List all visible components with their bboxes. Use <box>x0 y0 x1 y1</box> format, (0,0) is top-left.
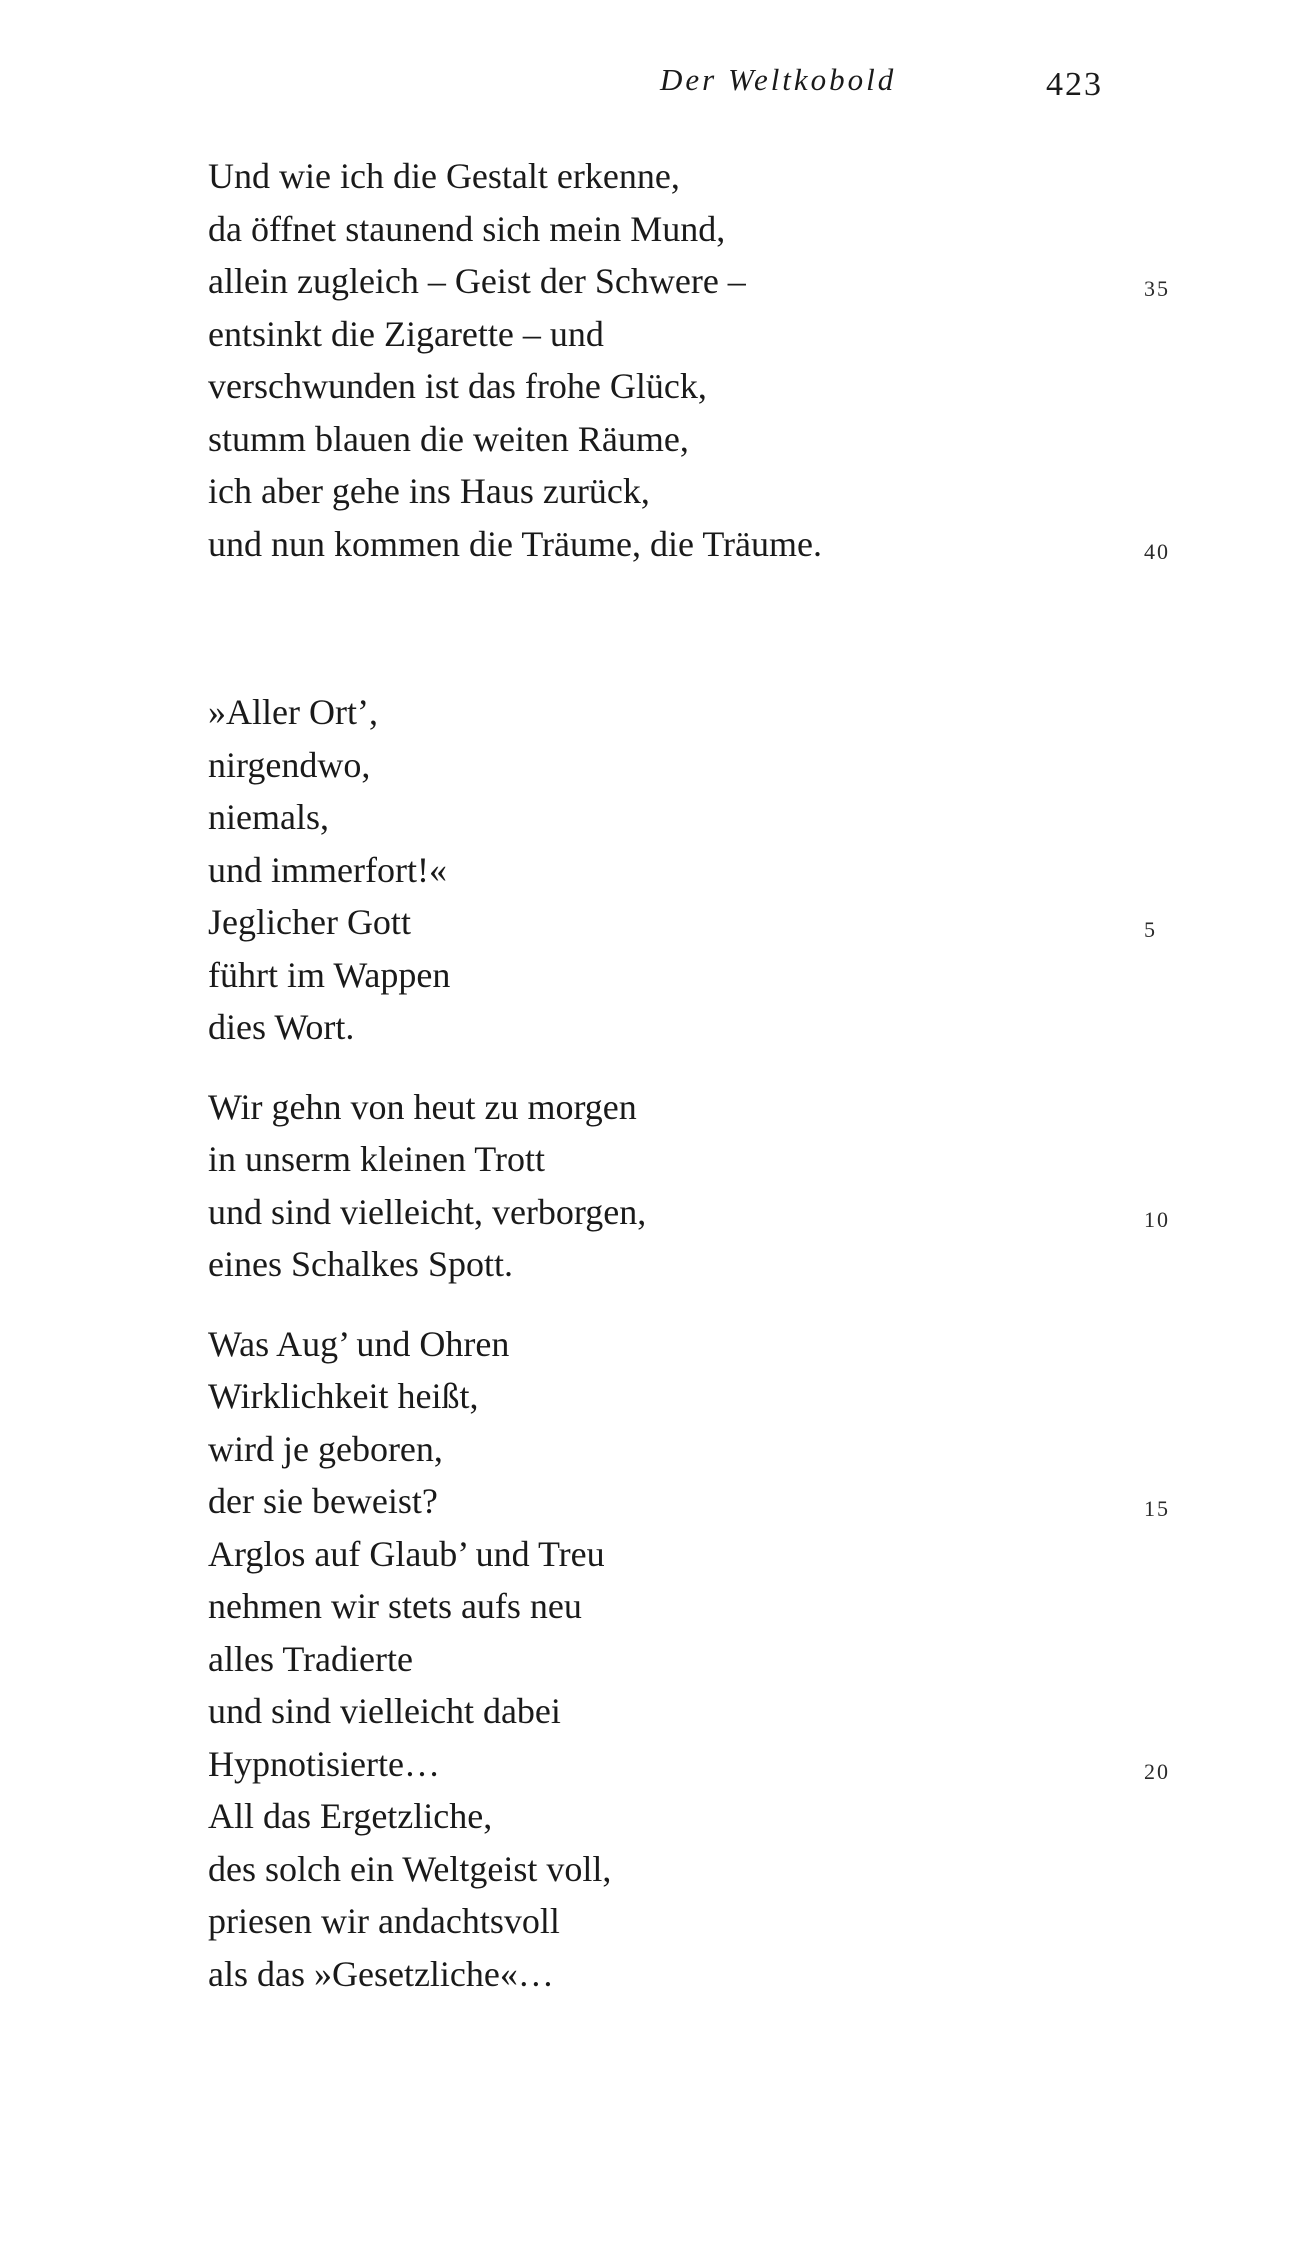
verse-text: Wirklichkeit heißt, <box>208 1376 479 1416</box>
verse-line <box>208 1423 1108 1476</box>
line-number: 5 <box>1144 917 1157 942</box>
line-number: 35 <box>1144 276 1170 301</box>
verse-text: nirgendwo, <box>208 744 371 785</box>
verse-text: »Aller Ort’, <box>208 692 378 732</box>
verse-line <box>208 360 1108 413</box>
verse-line <box>208 1528 1108 1581</box>
verse-text: da öffnet staunend sich mein Mund, <box>208 208 726 249</box>
verse-line <box>208 1948 1108 2001</box>
verse-text: verschwunden ist das frohe Glück, <box>208 366 707 406</box>
verse-text: und sind vielleicht, verborgen, <box>208 1191 647 1232</box>
verse-text: wird je geboren, <box>208 1428 443 1469</box>
verse-text: stumm blauen die weiten Räume, <box>208 418 689 459</box>
verse-line <box>208 791 1108 844</box>
verse-line <box>208 1738 1170 1791</box>
verse-text: der sie beweist? <box>208 1481 438 1521</box>
running-header-title: Der Weltkobold <box>660 62 897 97</box>
verse-line <box>208 1370 1108 1423</box>
verse-line <box>208 1475 1170 1528</box>
verse-text: nehmen wir stets aufs neu <box>208 1586 582 1626</box>
verse-text: Hypnotisierte… <box>208 1743 440 1784</box>
poem-continuation <box>208 150 1170 570</box>
verse-text: Wir gehn von heut zu morgen <box>208 1086 637 1127</box>
verse-line <box>208 949 1108 1002</box>
verse-text: und nun kommen die Träume, die Träume. <box>208 523 822 564</box>
verse-line <box>208 1238 1108 1291</box>
verse-text: Was Aug’ und Ohren <box>208 1323 510 1364</box>
verse-line <box>208 1133 1108 1186</box>
stanza-break <box>208 1054 1108 1081</box>
line-number: 20 <box>1144 1758 1170 1784</box>
verse-text: alles Tradierte <box>208 1638 413 1679</box>
verse-text: entsinkt die Zigarette – und <box>208 313 604 354</box>
verse-line <box>208 150 1108 203</box>
verse-text: ich aber gehe ins Haus zurück, <box>208 471 650 511</box>
verse-line <box>208 518 1170 571</box>
verse-text: des solch ein Weltgeist voll, <box>208 1848 612 1889</box>
verse-text: allein zugleich – Geist der Schwere – <box>208 261 746 301</box>
verse-line <box>208 686 1108 739</box>
verse-text: Und wie ich die Gestalt erkenne, <box>208 156 680 196</box>
verse-line <box>208 203 1108 256</box>
poem-new <box>208 686 1170 2000</box>
verse-text: in unserm kleinen Trott <box>208 1139 546 1179</box>
verse-line <box>208 1685 1108 1738</box>
verse-line <box>208 844 1108 897</box>
page-number: 423 <box>1046 66 1103 103</box>
verse-line <box>208 255 1170 308</box>
verse-line <box>208 413 1108 466</box>
verse-text: als das »Gesetzliche«… <box>208 1953 554 1994</box>
verse-text: All das Ergetzliche, <box>208 1796 493 1836</box>
verse-text: eines Schalkes Spott. <box>208 1244 513 1284</box>
verse-line <box>208 1081 1108 1134</box>
verse-text: Arglos auf Glaub’ und Treu <box>208 1533 605 1574</box>
verse-line <box>208 896 1157 949</box>
verse-line <box>208 1186 1170 1239</box>
verse-text: dies Wort. <box>208 1007 355 1047</box>
verse-line <box>208 1580 1108 1633</box>
verse-line <box>208 1895 1108 1948</box>
line-number: 15 <box>1144 1496 1170 1521</box>
verse-text: niemals, <box>208 797 329 837</box>
verse-line <box>208 1790 1108 1843</box>
verse-line <box>208 1001 1108 1054</box>
verse-line <box>208 465 1108 518</box>
verse-text: und sind vielleicht dabei <box>208 1691 561 1731</box>
line-number: 10 <box>1144 1206 1170 1232</box>
verse-text: und immerfort!« <box>208 849 447 890</box>
stanza-break <box>208 1291 1108 1318</box>
stanza <box>208 686 1157 1054</box>
verse-line <box>208 1633 1108 1686</box>
stanza <box>208 1318 1170 2001</box>
verse-line <box>208 739 1108 792</box>
verse-text: führt im Wappen <box>208 954 451 995</box>
stanza <box>208 1081 1170 1291</box>
verse-text: priesen wir andachtsvoll <box>208 1901 560 1941</box>
verse-line <box>208 308 1108 361</box>
line-number: 40 <box>1144 538 1170 564</box>
verse-line <box>208 1843 1108 1896</box>
verse-text: Jeglicher Gott <box>208 902 411 942</box>
verse-line <box>208 1318 1108 1371</box>
